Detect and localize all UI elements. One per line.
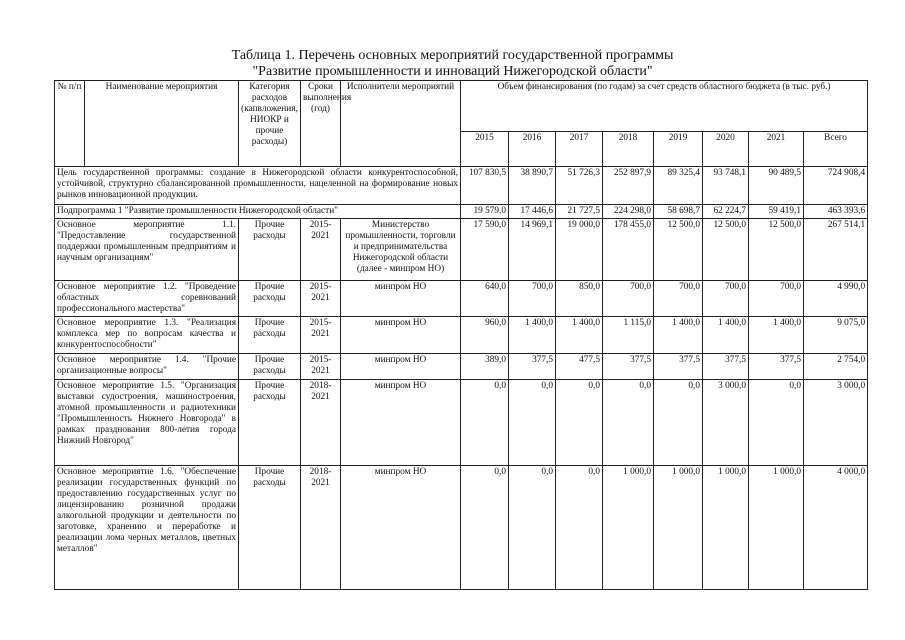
total-cell: 9 075,0: [804, 317, 868, 354]
value-cell: 1 000,0: [703, 466, 749, 590]
value-cell: 17 446,6: [509, 205, 556, 219]
goal-text: Цель государственной программы: создание в Нижегородской области конкурентоспособной, устойчивой, структурно сбалансированной промышленности, нацеленной на формирование новых рынков инновационной продукции.: [55, 167, 461, 205]
value-cell: 17 590,0: [461, 219, 509, 281]
value-cell: 1 400,0: [749, 317, 804, 354]
value-cell: 1 115,0: [603, 317, 654, 354]
total-cell: 2 754,0: [804, 354, 868, 380]
value-cell: 1 400,0: [654, 317, 703, 354]
value-cell: 3 000,0: [703, 380, 749, 466]
total-cell: 4 000,0: [804, 466, 868, 590]
value-cell: 12 500,0: [654, 219, 703, 281]
value-cell: 107 830,5: [461, 167, 509, 205]
year-header: 2017: [556, 132, 603, 167]
value-cell: 0,0: [749, 380, 804, 466]
activity-executor: минпром НО: [341, 281, 461, 317]
activity-category: Прочие расходы: [239, 380, 301, 466]
value-cell: 1 400,0: [509, 317, 556, 354]
value-cell: 252 897,9: [603, 167, 654, 205]
activity-category: Прочие расходы: [239, 466, 301, 590]
goal-row: [55, 167, 868, 205]
value-cell: 19 000,0: [556, 219, 603, 281]
value-cell: 59 419,1: [749, 205, 804, 219]
value-cell: 12 500,0: [749, 219, 804, 281]
value-cell: 377,5: [509, 354, 556, 380]
value-cell: 178 455,0: [603, 219, 654, 281]
year-header: 2016: [509, 132, 556, 167]
value-cell: 377,5: [654, 354, 703, 380]
table-title-line2: "Развитие промышленности и инноваций Нижегородской области": [252, 64, 653, 79]
value-cell: 14 969,1: [509, 219, 556, 281]
value-cell: 377,5: [603, 354, 654, 380]
value-cell: 1 000,0: [654, 466, 703, 590]
value-cell: 12 500,0: [703, 219, 749, 281]
value-cell: 960,0: [461, 317, 509, 354]
activity-terms: 2015-2021: [301, 281, 341, 317]
activity-terms: 2015-2021: [301, 354, 341, 380]
activity-name: Основное мероприятие 1.1. "Предоставление государственной поддержки промышленным предприятиям и научным организациям": [55, 219, 239, 281]
value-cell: 1 000,0: [603, 466, 654, 590]
value-cell: 389,0: [461, 354, 509, 380]
activity-executor: минпром НО: [341, 354, 461, 380]
year-header: 2015: [461, 132, 509, 167]
header-funding: Объем финансирования (по годам) за счет средств областного бюджета (в тыс. руб.): [461, 81, 868, 132]
value-cell: 0,0: [461, 466, 509, 590]
value-cell: 90 489,5: [749, 167, 804, 205]
value-cell: 89 325,4: [654, 167, 703, 205]
header-row: [55, 81, 868, 132]
year-header: 2019: [654, 132, 703, 167]
subprogram-text: Подпрограмма 1 "Развитие промышленности Нижегородской области": [55, 205, 461, 219]
value-cell: 700,0: [654, 281, 703, 317]
year-header: 2021: [749, 132, 804, 167]
value-cell: 1 400,0: [556, 317, 603, 354]
value-cell: 93 748,1: [703, 167, 749, 205]
value-cell: 62 224,7: [703, 205, 749, 219]
header-category: Категория расходов (капвложения, НИОКР и прочие расходы): [239, 81, 301, 167]
value-cell: 0,0: [603, 380, 654, 466]
activity-name: Основное мероприятие 1.4. "Прочие организационные вопросы": [55, 354, 239, 380]
year-header: 2020: [703, 132, 749, 167]
year-header: 2018: [603, 132, 654, 167]
value-cell: 0,0: [556, 380, 603, 466]
value-cell: 0,0: [461, 380, 509, 466]
header-executors: Исполнители мероприятий: [341, 81, 461, 167]
total-cell: 463 393,6: [804, 205, 868, 219]
value-cell: 700,0: [749, 281, 804, 317]
header-terms: Сроки выполнения (год): [301, 81, 341, 167]
value-cell: 477,5: [556, 354, 603, 380]
value-cell: 0,0: [556, 466, 603, 590]
activity-executor: Министерство промышленности, торговли и предпринимательства Нижегородской области (далее - минпром НО): [341, 219, 461, 281]
value-cell: 700,0: [509, 281, 556, 317]
activity-category: Прочие расходы: [239, 219, 301, 281]
value-cell: 850,0: [556, 281, 603, 317]
activity-terms: 2018-2021: [301, 380, 341, 466]
value-cell: 58 698,7: [654, 205, 703, 219]
table-title-line1: Таблица 1. Перечень основных мероприятий государственной программы: [231, 48, 674, 63]
value-cell: 700,0: [703, 281, 749, 317]
activity-row: [55, 354, 868, 380]
activity-row: [55, 380, 868, 466]
total-cell: 267 514,1: [804, 219, 868, 281]
value-cell: 700,0: [603, 281, 654, 317]
total-cell: 724 908,4: [804, 167, 868, 205]
activity-row: [55, 281, 868, 317]
value-cell: 224 298,0: [603, 205, 654, 219]
activity-category: Прочие расходы: [239, 317, 301, 354]
header-num: № п/п: [55, 81, 85, 167]
activity-name: Основное мероприятие 1.2. "Проведение областных соревнований профессионального мастерства": [55, 281, 239, 317]
value-cell: 377,5: [703, 354, 749, 380]
value-cell: 0,0: [654, 380, 703, 466]
activity-category: Прочие расходы: [239, 281, 301, 317]
total-cell: 4 990,0: [804, 281, 868, 317]
total-header: Всего: [804, 132, 868, 167]
activity-executor: минпром НО: [341, 317, 461, 354]
value-cell: 0,0: [509, 380, 556, 466]
value-cell: 0,0: [509, 466, 556, 590]
value-cell: 38 890,7: [509, 167, 556, 205]
activity-terms: 2015-2021: [301, 219, 341, 281]
activity-executor: минпром НО: [341, 466, 461, 590]
value-cell: 1 400,0: [703, 317, 749, 354]
activity-name: Основное мероприятие 1.5. "Организация выставки судостроения, машиностроения, атомной промышленности и радиотехники "Промышленность Нижнего Новгорода" в рамках празднования 800-летия города Нижний Новгород": [55, 380, 239, 466]
activity-row: [55, 466, 868, 590]
header-name: Наименование мероприятия: [85, 81, 239, 167]
activity-executor: минпром НО: [341, 380, 461, 466]
activity-category: Прочие расходы: [239, 354, 301, 380]
value-cell: 1 000,0: [749, 466, 804, 590]
activity-terms: 2015-2021: [301, 317, 341, 354]
value-cell: 640,0: [461, 281, 509, 317]
activity-name: Основное мероприятие 1.3. "Реализация комплекса мер по вопросам качества и конкурентоспособности": [55, 317, 239, 354]
activity-row: [55, 317, 868, 354]
value-cell: 21 727,5: [556, 205, 603, 219]
value-cell: 51 726,3: [556, 167, 603, 205]
activity-row: [55, 219, 868, 281]
activity-terms: 2018-2021: [301, 466, 341, 590]
program-activities-table: [54, 80, 868, 590]
value-cell: 377,5: [749, 354, 804, 380]
total-cell: 3 000,0: [804, 380, 868, 466]
value-cell: 19 579,0: [461, 205, 509, 219]
activity-name: Основное мероприятие 1.6. "Обеспечение реализации государственных функций по предоставлению государственных услуг по лицензированию розничной продажи алкогольной продукции и деятельности по заготовке, хранению и переработке и реализации лома черных металлов, цветных металлов": [55, 466, 239, 590]
subprogram-row: [55, 205, 868, 219]
